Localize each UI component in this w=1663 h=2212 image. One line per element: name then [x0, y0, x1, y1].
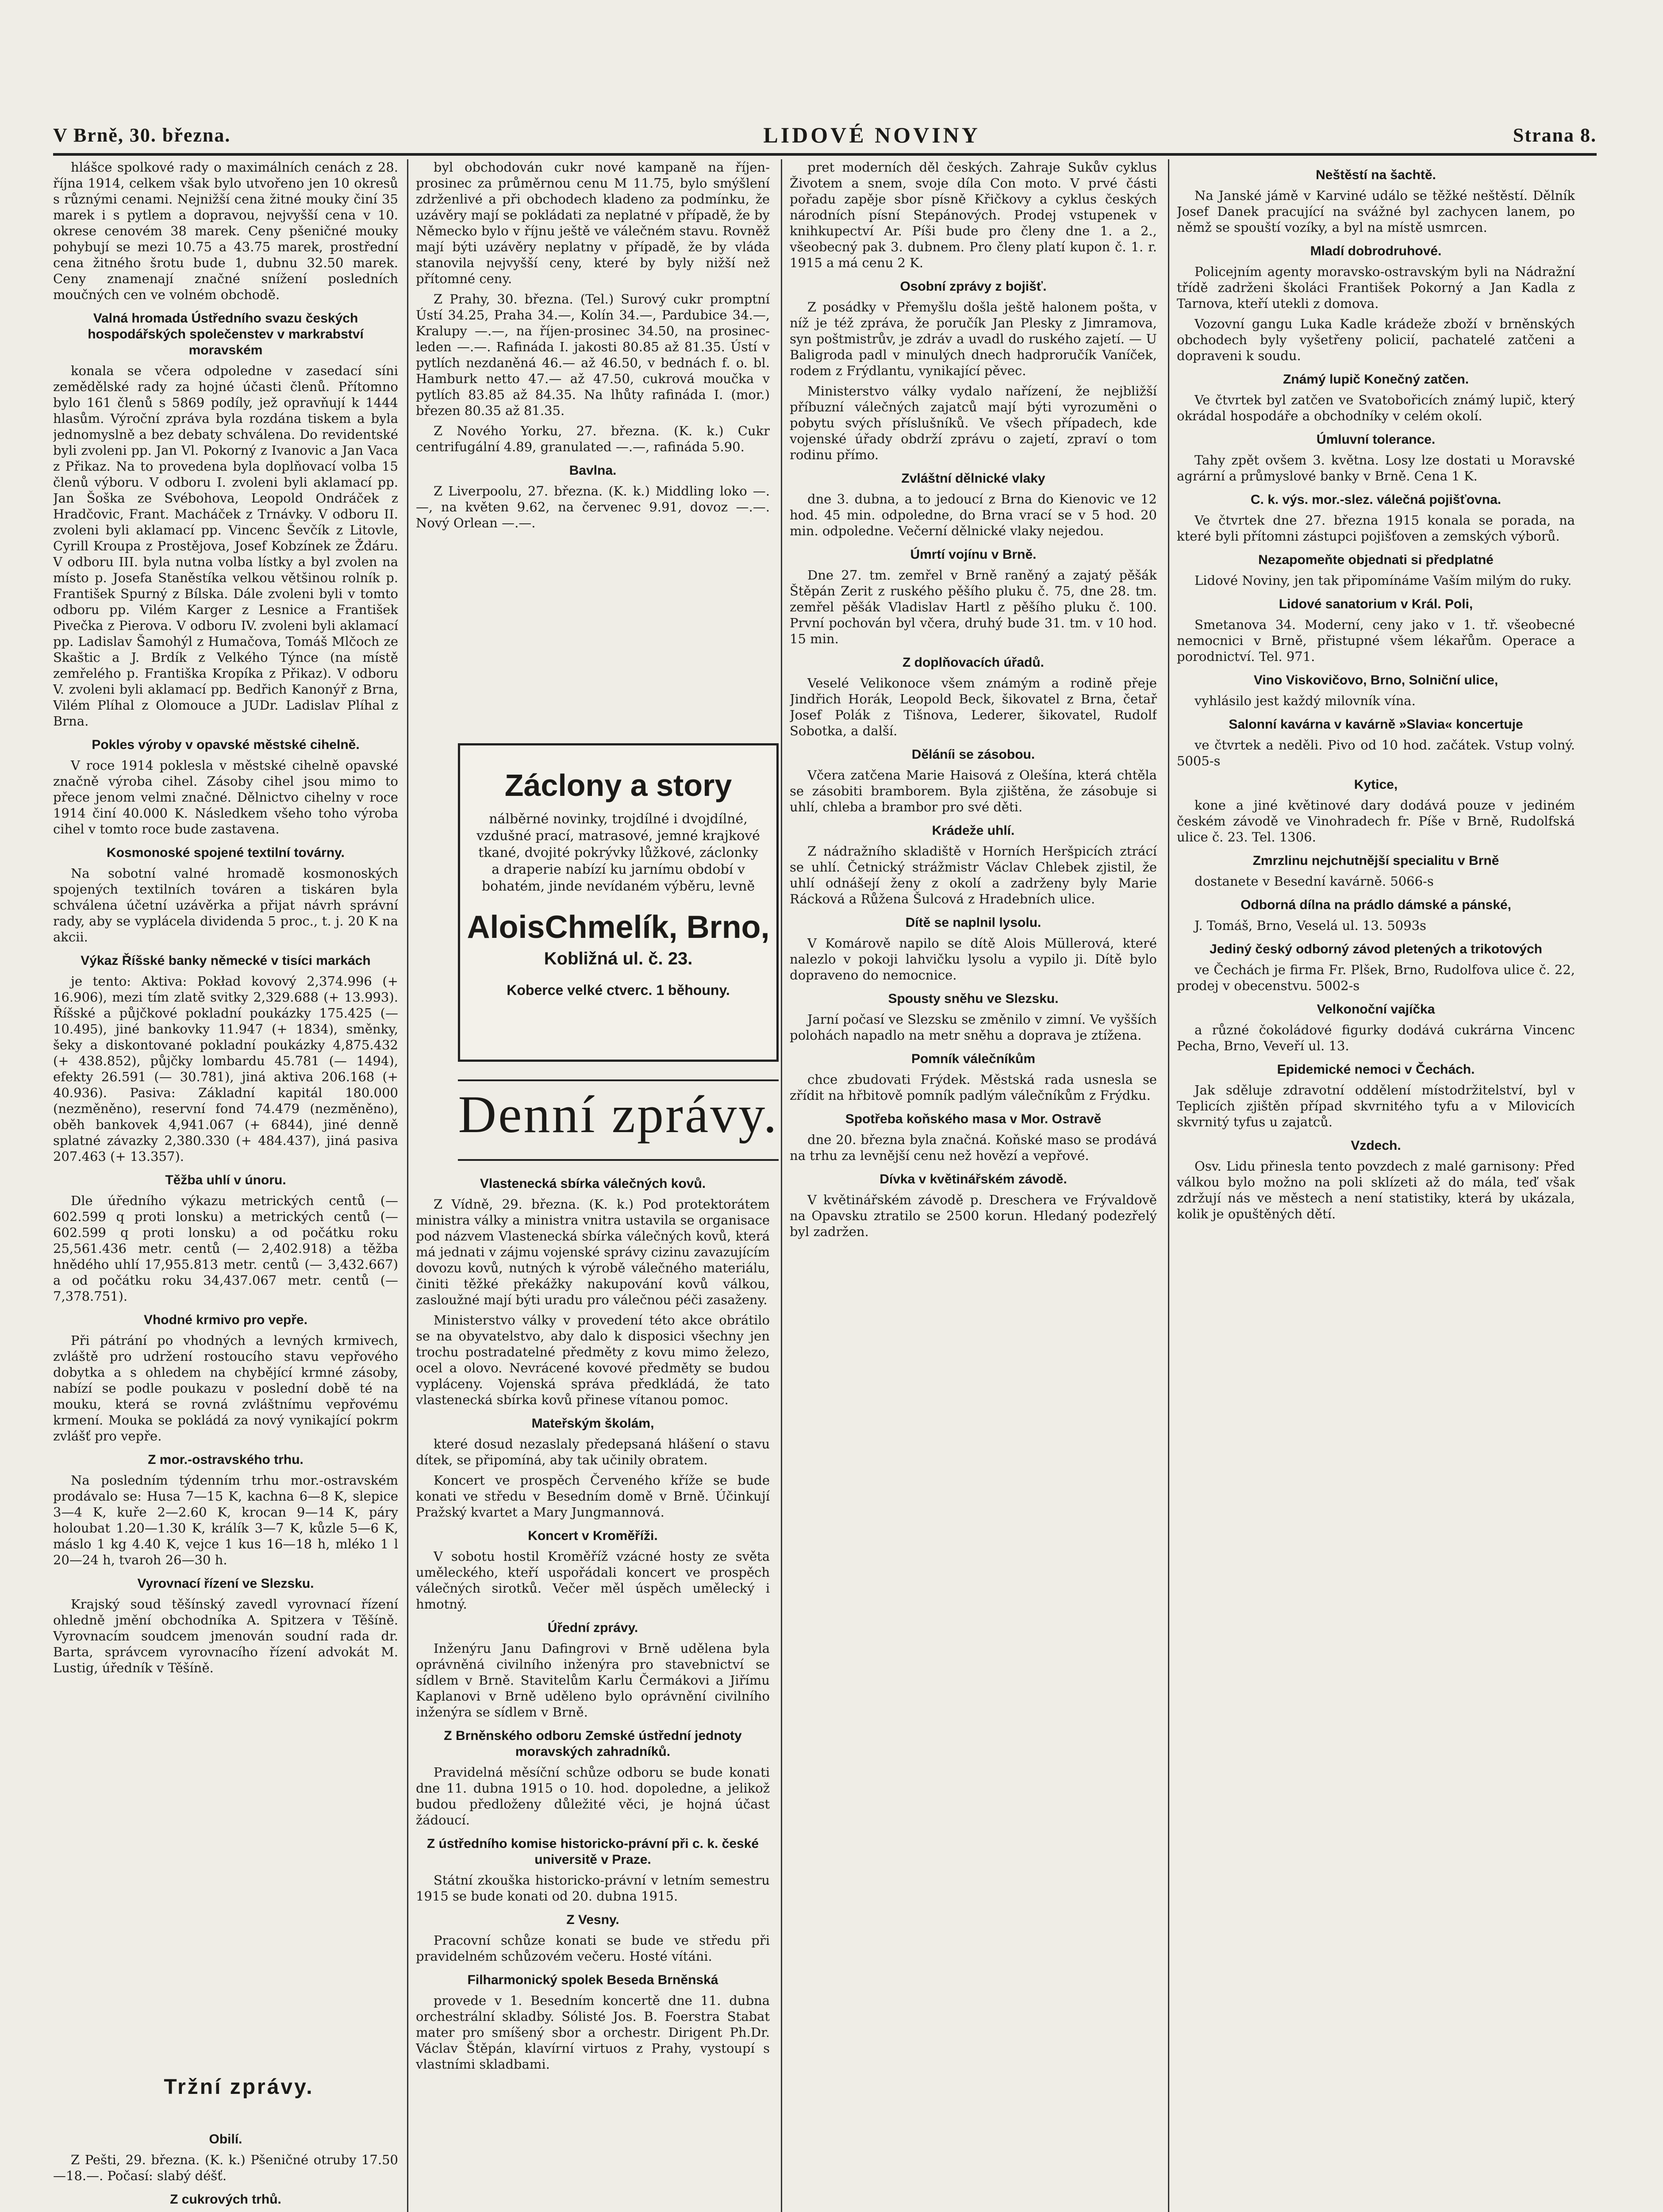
article-text: Koncert ve prospěch Červeného kříže se bude konati ve středu v Besedním domě v Brně. Účinkují Pražský kvartet a Mary Jungmannová.	[416, 1473, 770, 1520]
article-text: Dle úředního výkazu metrických centů (— 602.599 q proti lonsku) a metrických centů (— 602.599 q proti lonsku) a od počátku roku 25,561.436 metr. centů (— 2,402.918) a těžba hnědého uhlí 17,955.813 metr. centů (— 3,432.667) a od počátku roku 34,437.067 metr. centů (— 7,378.751).	[53, 1193, 398, 1304]
article-heading: Filharmonický spolek Beseda Brněnská	[467, 1973, 718, 1987]
article-heading: Výkaz Říšské banky německé v tisíci markách	[81, 953, 371, 968]
header-date: V Brně, 30. března.	[53, 124, 231, 146]
headline-rule	[458, 1079, 779, 1081]
article-text: hlášce spolkové rady o maximálních cenách z 28. října 1914, celkem však bylo utvořeno jen 10 okresů s různými cenami. Nejnižší cena žitné mouky činí 35 marek i s pytlem a dopravou, nejvyšší cena v 10. okrese cenovém 38 marek. Ceny pšeničné mouky pohybují se mezi 10.75 a 43.75 marek, prostřední cena žitného šrotu bude 1, dubnu 32.50 marek. Ceny znamenají značné snížení posledních moučných cen ve volném obchodě.	[53, 160, 398, 302]
article-text: a různé čokoládové figurky dodává cukrárna Vincenc Pecha, Brno, Veveří ul. 13.	[1177, 1022, 1575, 1053]
article-text: V sobotu hostil Kroměříž vzácné hosty ze světa uměleckého, kteří uspořádali koncert ve prospěch válečných sirotků. Večer měl úspěch umělecký i hmotný.	[416, 1549, 770, 1612]
article-text: Lidové Noviny, jen tak připomínáme Vaším milým do ruky.	[1194, 573, 1572, 588]
article-heading: Z Vesny.	[566, 1912, 619, 1927]
article-text: Policejním agenty moravsko-ostravským byli na Nádražní třídě zadrženi školáci František Pokorný a Jan Kadla z Tarnova, kteří utekli z domova.	[1177, 264, 1575, 311]
article-text: dne 3. dubna, a to jedoucí z Brna do Kienovic ve 12 hod. 45 min. odpoledne, do Brna vrací se v 5 hod. 20 min. odpoledne. Večerní dělnické vlaky nejedou.	[790, 492, 1157, 538]
column-2-daily	[416, 1168, 770, 2212]
article-heading: Z Brněnského odboru Zemské ústřední jednoty moravských zahradníků.	[444, 1728, 742, 1759]
column-4	[1177, 159, 1575, 2212]
article-text: Osv. Lidu přinesla tento povzdech z malé garnisony: Před válkou bylo možno na poli sklízeti až do mála, teď však zdržují nás ve městech a není statistiky, která by ukázala, kolik je opuštěných dětí.	[1177, 1159, 1575, 1221]
column-2	[416, 159, 770, 695]
article-heading: C. k. výs. mor.-slez. válečná pojišťovna.	[1250, 492, 1502, 507]
article-text: Dne 27. tm. zemřel v Brně raněný a zajatý pěšák Štěpán Zerit z ruského pěšího pluku č. 75, dne 28. tm. zemřel pěšák Vladislav Hartl z pěšího pluku č. 100. První pochován byl včera, druhý bude 31. tm. v 10 hod. 15 min.	[790, 568, 1157, 646]
advertisement-box	[458, 743, 779, 1062]
article-heading: Dívka v květinářském závodě.	[880, 1172, 1067, 1187]
article-text: které dosud nezaslaly předepsaná hlášení o stavu dítek, se připomíná, aby tak učinily obratem.	[416, 1436, 770, 1467]
article-heading: Neštěstí na šachtě.	[1316, 168, 1436, 182]
article-heading: Velkonoční vajíčka	[1317, 1002, 1435, 1017]
ad-firm: AloisChmelík, Brno,	[467, 910, 770, 945]
header-rule	[53, 153, 1597, 156]
article-text: Při pátrání po vhodných a levných krmivech, zvláště pro udržení rostoucího stavu vepřového dobytka a s ohledem na chybějící krmné zásoby, nabízí se podle poukazu v poslední době té na mouku, která se rovná zvláštnímu vepřovému krmení. Mouka se pokládá za nový vynikající pokrm zvlášť pro vepře.	[53, 1333, 398, 1444]
article-text: V květinářském závodě p. Dreschera ve Frývaldově na Opavsku ztratilo se 2500 korun. Hledaný podezřelý byl zadržen.	[790, 1192, 1157, 1239]
article-text: Krajský soud těšínský zavedl vyrovnací řízení ohledně jmění obchodníka A. Spitzera v Těšíně. Vyrovnacím soudcem jmenován soudní rada dr. Barta, správcem vyrovnacího řízení advokát M. Lustig, úředník v Těšíně.	[53, 1597, 398, 1675]
masthead-title: LIDOVÉ NOVINY	[763, 123, 980, 147]
article-heading: Vhodné krmivo pro vepře.	[143, 1313, 308, 1327]
headline-rule	[458, 1159, 779, 1161]
article-heading: Koncert v Kroměříži.	[528, 1528, 658, 1543]
article-text: Z Nového Yorku, 27. března. (K. k.) Cukr centrifugální 4.89, granulated —.—, rafináda 5.90.	[416, 423, 770, 454]
article-text: Pracovní schůze konati se bude ve středu při pravidelném schůzovém večeru. Hosté vítáni.	[416, 1933, 770, 1964]
article-heading: Krádeže uhlí.	[932, 823, 1015, 838]
article-text: Z Liverpoolu, 27. března. (K. k.) Middling loko —.—, na květen 9.62, na červenec 9.91, dovoz —.—. Nový Orlean —.—.	[416, 484, 770, 530]
article-heading: Děláníi se zásobou.	[911, 747, 1035, 762]
article-heading: Valná hromada Ústředního svazu českých hospodářských společenstev v markrabství moravském	[88, 311, 364, 357]
column-3	[790, 159, 1157, 2212]
ad-address: Kobližná ul. č. 23.	[544, 949, 693, 968]
article-text: Z nádražního skladiště v Horních Heršpicích ztrácí se uhlí. Četnický strážmistr Václav Chlebek zjistil, že uhlí odnášejí ženy z okolí a zadrženy byly Marie Rácková a Růžena Šulcová z Hradebních ulice.	[790, 844, 1157, 906]
article-heading: Kosmonoské spojené textilní továrny.	[107, 845, 345, 860]
article-heading: Kytice,	[1354, 777, 1398, 792]
article-text: V Komárově napilo se dítě Alois Müllerová, které nalezlo v pokoji lahvičku lysolu a vypilo ji. Dítě bylo dopraveno do nemocnice.	[790, 936, 1157, 983]
article-text: Na posledním týdenním trhu mor.-ostravském prodávalo se: Husa 7—15 K, kachna 6—8 K, slepice 3—4 K, kuře 2—2.60 K, krocan 9—14 K, páry holoubat 1.20—1.30 K, králík 3—7 K, kůzle 5—6 K, máslo 1 kg 4.40 K, vejce 1 kus 16—18 h, mléko 1 l 20—24 h, tvaroh 26—30 h.	[53, 1473, 398, 1567]
article-text: je tento: Aktiva: Pokład kovový 2,374.996 (+ 16.906), mezi tím zlatě svitky 2,329.688 (+ 13.993). Říšské a půjčkové pokladní poukázky 175.425 (— 10.495), jiné bankovky 11.947 (+ 1834), směnky, šeky a diskontované pokladní poukázky 4,875.432 (+ 438.852), půjčky lombardu 45.781 (— 1494), efekty 26.591 (— 30.781), jiná aktiva 206.168 (+ 40.936). Pasiva: Základní kapitál 180.000 (nezměněno), reservní fond 74.479 (nezměněno), oběh bankovek 4,941.067 (+ 6844), jiné denně splatné závazky 2,380.330 (+ 484.437), jiná pasiva 207.463 (+ 13.357).	[53, 974, 398, 1164]
article-heading: Vino Viskovičovo, Brno, Solniční ulice,	[1253, 673, 1498, 687]
article-heading: Odborná dílna na prádlo dámské a pánské,	[1241, 898, 1511, 912]
article-heading: Mateřským školám,	[531, 1416, 654, 1431]
ad-footer: Koberce velké ctverc. 1 běhouny.	[507, 982, 730, 998]
ad-title: Záclony a story	[504, 768, 732, 803]
article-text: Tahy zpět ovšem 3. května. Losy lze dostati u Moravské agrární a průmyslové banky v Brně. Cena 1 K.	[1177, 453, 1575, 484]
article-heading: Z doplňovacích úřadů.	[902, 655, 1045, 670]
article-text: Pravidelná měsíční schůze odboru se bude konati dne 11. dubna 1915 o 10. hod. dopoledne, a jelikož budou předloženy důležité věci, je hojná účast žádoucí.	[416, 1765, 770, 1828]
page-header	[53, 119, 1597, 150]
article-heading: Pomník válečníkům	[911, 1052, 1036, 1066]
article-text: Z Prahy, 30. března. (Tel.) Surový cukr promptní Ústí 34.25, Praha 34.—, Kolín 34.—, Pardubice 34.—, Kralupy —.—, na říjen-prosinec 34.50, na prosinec-leden —.—. Rafináda I. jakosti 80.85 až 81.35. Ústí v pytlích nezdaněná 46.— až 46.50, v bednách f. o. bl. Hamburk netto 47.— až 47.50, cukrová moučka v pytlích 83.85 až 84.35. Na lhůty rafináda I. (mor.) březen 80.35 až 81.35.	[416, 292, 770, 418]
article-heading: Vyrovnací řízení ve Slezsku.	[137, 1576, 314, 1591]
article-heading: Zmrzlinu nejchutnější specialitu v Brně	[1252, 853, 1499, 868]
article-text: Smetanova 34. Moderní, ceny jako v 1. tř. všeobecné nemocnici v Brně, přistupné všem lékařům. Operace a porodnictví. Tel. 971.	[1177, 617, 1575, 664]
article-text: dostanete v Besední kavárně. 5066-s	[1194, 874, 1434, 889]
article-heading: Lidové sanatorium v Král. Poli,	[1279, 597, 1473, 611]
column-1	[53, 159, 398, 2054]
column-divider	[407, 159, 408, 2212]
column-1-markets	[53, 2124, 398, 2212]
column-divider	[781, 159, 782, 2212]
article-heading: Z mor.-ostravského trhu.	[148, 1452, 303, 1467]
article-heading: Úmrtí vojínu v Brně.	[910, 547, 1037, 562]
article-text: Na Janské jámě v Karviné událo se těžké neštěstí. Dělník Josef Danek pracující na svážné byl zachycen lanem, po němž se spouští vozíky, a byl na místě usmrcen.	[1177, 188, 1575, 235]
article-text: Ve čtvrtek byl zatčen ve Svatobořicích známý lupič, který okrádal hospodáře a obchodníky v celém okolí.	[1177, 392, 1575, 423]
article-heading: Salonní kavárna v kavárně »Slavia« koncertuje	[1229, 717, 1523, 732]
column-divider	[1168, 159, 1169, 2212]
article-text: Veselé Velikonoce všem známým a rodině přeje Jindřich Horák, Leopold Beck, šikovatel z Brna, četař Josef Polák z Tišnova, Lederer, šikovatel, Rudolf Sobotka, a další.	[790, 676, 1157, 738]
article-text: V roce 1914 poklesla v městské cihelně opavské značně výroba cihel. Zásoby cihel jsou mimo to přece jenom velmi značné. Dělnictvo cihelny v roce 1914 činí 40.000 K. Následkem všeho toho výroba cihel v tomto roce bude zastavena.	[53, 758, 398, 837]
article-text: chce zbudovati Frýdek. Městská rada usnesla se zřídit na hřbitově pomník padlým válečníkům z Frýdku.	[790, 1072, 1157, 1103]
article-text: Na sobotní valné hromadě kosmonoských spojených textilních továren a tiskáren byla schválena účetní uzávěrka a přijat návrh správní rady, aby se vyplácela dividenda 5 proc., t. j. 20 K na akcii.	[53, 866, 398, 945]
article-text: kone a jiné květinové dary dodává pouze v jediném českém závodě ve Vinohradech fr. Píše v Brně, Rudolfská ulice č. 23. Tel. 1306.	[1177, 798, 1575, 845]
article-heading: Zvláštní dělnické vlaky	[901, 471, 1045, 486]
ad-body: nálběrné novinky, trojdílné i dvojdílné, vzdušné prací, matrasové, jemné krajkové tkané, dvojité pokrývky lůžkové, záclonky a draperie nabízí ku jarnímu období v bohatém, jinde nevídaném výběru, levně	[476, 811, 760, 894]
article-heading: Spousty sněhu ve Slezsku.	[888, 991, 1059, 1006]
section-heading-denni: Denní zprávy.	[458, 1085, 779, 1144]
article-text: pret moderních děl českých. Zahraje Sukův cyklus Životem a snem, svoje díla Con moto. V prvé části pořadu zapěje sbor písně Křičkovy a cyklus českých národních písní Stepánových. Prodej vstupenek v knihkupectví Ar. Píši bude pro členy dne 1. a 2., všeobecný pak 3. dubnem. Pro členy platí kupon č. 1. r. 1915 a má cenu 2 K.	[790, 160, 1157, 270]
article-heading: Vzdech.	[1351, 1138, 1401, 1153]
article-text: Z Vídně, 29. března. (K. k.) Pod protektorátem ministra války a ministra vnitra ustavila se organisace pod názvem Vlastenecká sbírka válečných kovů, která má jednati v zájmu vojenské správy cizinu zavazujícím dovozu kovů, nutných k výrobě válečného materiálu, činiti těžké překážky nakupování kovů válkou, zasloužné mají býti uradu pro válečnou péči zasaženy.	[416, 1197, 770, 1307]
article-text: dne 20. března byla značná. Koňské maso se prodává na trhu za levnější cenu než hovězí a vepřové.	[790, 1132, 1157, 1163]
article-heading: Spotřeba koňského masa v Mor. Ostravě	[845, 1112, 1102, 1126]
article-text: Ministerstvo války vydalo nařízení, že nejbližší příbuzní válečných zajatců mají býti vyrozuměni o pobytu svých příslušníků. Ve všech případech, kde vojenské úřady obdrží zprávu o zajetí, zpraví o tom rodinu přímo.	[790, 384, 1157, 462]
article-heading: Vlastenecká sbírka válečných kovů.	[480, 1176, 706, 1191]
article-text: ve Čechách je firma Fr. Plšek, Brno, Rudolfova ulice č. 22, prodej v obecenstvu. 5002-s	[1177, 962, 1575, 993]
article-heading: Z cukrových trhů.	[170, 2192, 281, 2207]
article-text: Vozovní gangu Luka Kadle krádeže zboží v brněnských obchodech byly vyšetřeny policií, pachatelé zatčeni a dopraveni k soudu.	[1177, 316, 1575, 363]
article-text: Z Pešti, 29. března. (K. k.) Pšeničné otruby 17.50—18.—. Počasí: slabý déšť.	[53, 2152, 398, 2183]
article-heading: Obilí.	[209, 2132, 242, 2147]
article-heading: Z ústředního komise historicko-právní při c. k. české universitě v Praze.	[426, 1836, 759, 1867]
article-text: Jak sděluje zdravotní oddělení místodržitelství, byl v Teplicích zjištěn případ skvrnitého tyfu a v Milovicích skvrnitý tyfus u zajatců.	[1177, 1083, 1575, 1129]
article-text: Z posádky v Přemyšlu došla ještě halonem pošta, v níž je též zpráva, že poručík Jan Plesky z Jimramova, syn poštmistrův, je zdráv a uvadl do ruského zajetí. — U Baligroda padl v minulých dnech hadproručík Vaníček, rodem z Frýdlantu, vynikající pěvec.	[790, 300, 1157, 378]
page-number: Strana 8.	[1513, 124, 1597, 146]
article-heading: Epidemické nemoci v Čechách.	[1277, 1062, 1475, 1077]
article-heading: Úřední zprávy.	[547, 1621, 638, 1635]
article-text: Inženýru Janu Dafingrovi v Brně udělena byla oprávněná civilního inženýra pro stavebnictví se sídlem v Brně. Stavitelům Karlu Čermákovi a Jiřímu Kaplanovi v Brně uděleno bylo oprávnění civilního inženýra se sídlem v Brně.	[416, 1641, 770, 1720]
article-text: Ministerstvo války v provedení této akce obrátilo se na obyvatelstvo, aby dalo k disposici všechny jen trochu postradatelné předměty z kovu mimo železo, ocel a olovo. Nevrácené kovové předměty se budou vypláceny. Vojenská správa předkládá, že tato vlastenecká sbírka kovů přinese vítanou pomoc.	[416, 1313, 770, 1407]
article-heading: Úmluvní tolerance.	[1316, 432, 1436, 447]
article-heading: Nezapomeňte objednati si předplatné	[1258, 553, 1494, 567]
article-heading: Pokles výroby v opavské městské cihelně.	[92, 737, 360, 752]
article-heading: Těžba uhlí v únoru.	[165, 1173, 286, 1187]
article-text: Státní zkouška historicko-právní v letním semestru 1915 se bude konati od 20. dubna 1915.	[416, 1873, 770, 1904]
article-heading: Známý lupič Konečný zatčen.	[1283, 372, 1469, 387]
article-text: ve čtvrtek a neděli. Pivo od 10 hod. začátek. Vstup volný. 5005-s	[1177, 737, 1575, 768]
article-text: konala se včera odpoledne v zasedací síni zemědělské rady za hojné účasti členů. Přítomno bylo 161 členů s 5869 podíly, jež opravňují k 1444 hlasům. Výroční zpráva byla rozdána tiskem a byla jednomyslně a bez debaty schválena. Do revidentské byli zvoleni pp. Jan Vl. Pokorný z Ivanovic a Jan Vaca z Přikaz. Na to provedena byla doplňovací volba 15 členů výboru. V odboru I. zvoleni byli aklamací pp. Jan Šoška ze Svébohova, Leopold Ondráček z Hradčovic, Frant. Macháček z Trnávky. V odboru II. zvoleni byli aklamací pp. Vincenc Ševčík z Litovle, Cyrill Kroupa z Prostějova, Josef Kobzínek ze Ždáru. V odboru III. byla nutna volba lístky a byl zvolen na místo p. Josefa Staněstíka velkou většinou rolník p. František Spurný z Bílska. Dále zvoleni byli v tomto odboru pp. Vilém Karger z Lesnice a František Pivečka z Pierova. V odboru IV. zvoleni byli aklamací pp. Ladislav Šamohýl z Humačova, Tomáš Mlčoch ze Skaštic a J. Brdík z Velkého Týnce (na místě zemřelého p. Františka Kropíka z Přikaz). V odboru V. zvoleni byli aklamací pp. Bedřich Kanonýř z Brna, Vilém Plíhal z Olomouce a JUDr. Ladislav Plíhal z Brna.	[53, 363, 398, 729]
article-heading: Mladí dobrodruhové.	[1310, 244, 1442, 258]
article-heading: Dítě se naplnil lysolu.	[905, 915, 1041, 930]
article-text: vyhlásilo jest každý milovník vína.	[1194, 693, 1416, 708]
article-text: Včera zatčena Marie Haisová z Olešína, která chtěla se zásobiti bramborem. Byla zjištěna, že zásobuje si uhlí, chleba a brambor pro své děti.	[790, 768, 1157, 814]
article-text: provede v 1. Besedním koncertě dne 11. dubna orchestrální skladby. Sólisté Jos. B. Foerstra Stabat mater pro smíšený sbor a orchestr. Dirigent Ph.Dr. Václav Štěpán, klavírní virtuos z Prahy, vystoupí s vlastními skladbami.	[416, 1993, 770, 2072]
section-heading-trzni: Tržní zprávy.	[164, 2075, 314, 2099]
article-text: byl obchodován cukr nové kampaně na říjen-prosinec za průměrnou cenu M 11.75, bylo smýšlení zdrženlivé a při obchodech kladeno za podmínku, že uzávěry mají se pokládati za neplatné v případě, že by Německo bylo v říjnu ještě ve válečném stavu. Rovněž mají býti uzávěry neplatny v případě, že by vláda stanovila nejvyšší ceny, které by byly nižší než přítomné ceny.	[416, 160, 770, 286]
article-heading: Osobní zprávy z bojišť.	[900, 279, 1047, 294]
article-heading: Jediný český odborný závod pletených a trikotových	[1210, 942, 1542, 956]
article-text: Ve čtvrtek dne 27. března 1915 konala se porada, na které byli přítomni zástupci pojišťoven a zemských výborů.	[1177, 513, 1575, 544]
article-text: J. Tomáš, Brno, Veselá ul. 13. 5093s	[1194, 918, 1426, 933]
article-text: Jarní počasí ve Slezsku se změnilo v zimní. Ve vyšších polohách napadlo na metr sněhu a doprava je ztížena.	[790, 1012, 1157, 1043]
article-heading: Bavlna.	[569, 463, 617, 478]
